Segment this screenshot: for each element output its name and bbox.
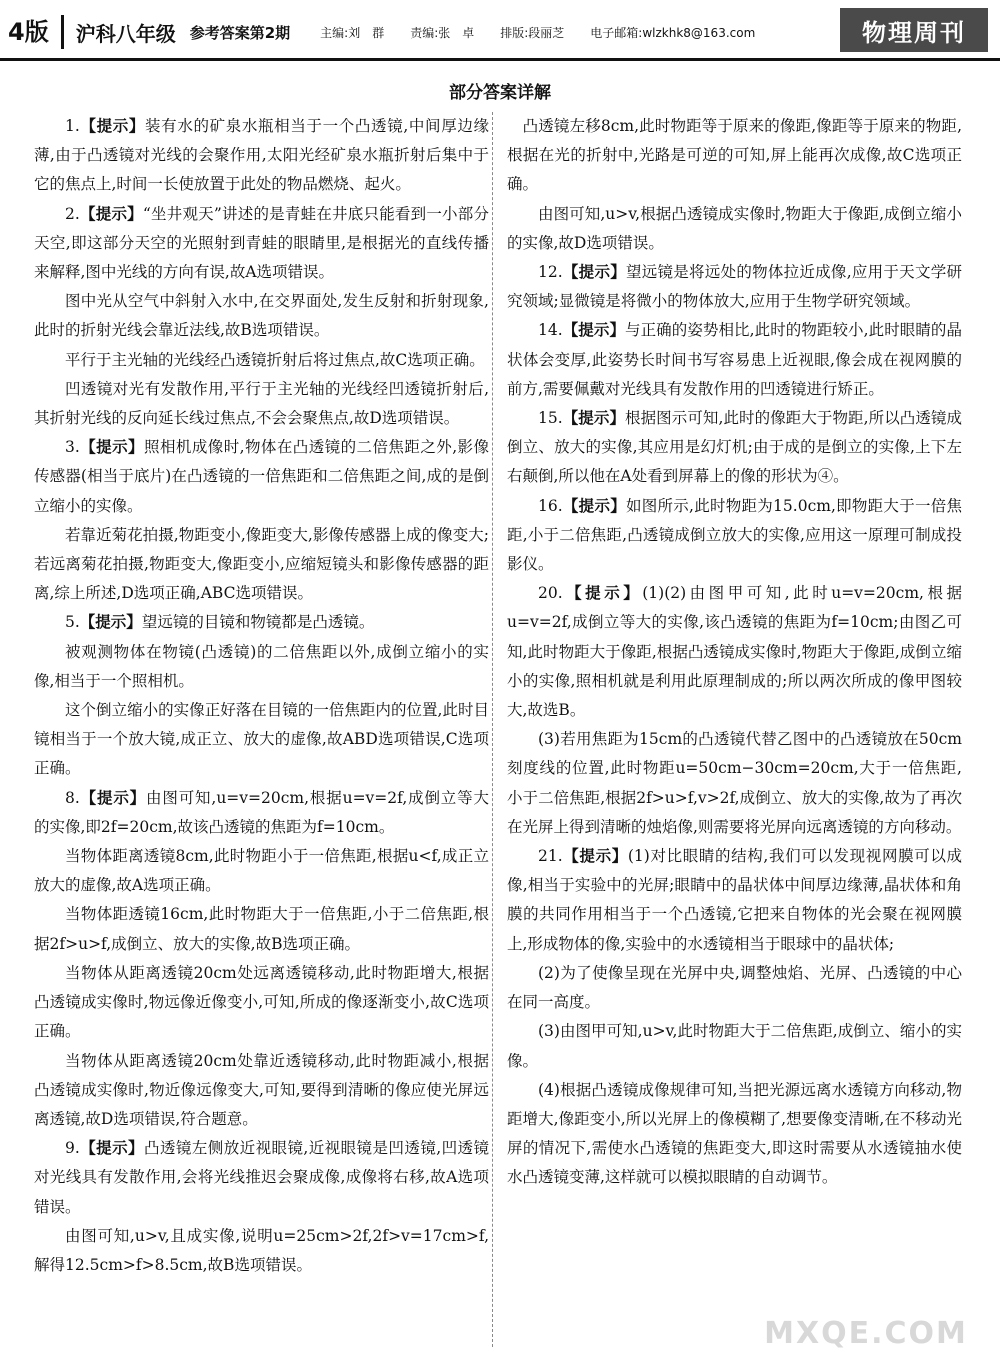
editor-in-chief: 主编:刘 群 [320,25,385,40]
answer-paragraph [507,316,962,404]
question-number: 15. [538,409,563,428]
answer-paragraph [34,842,489,900]
answer-paragraph [507,579,962,725]
email: 电子邮箱:wlzkhk8@163.com [590,25,756,40]
answer-text: 装有水的矿泉水瓶相当于一个凸透镜,中间厚边缘薄,由于凸透镜对光线的会聚作用,太阳光经矿泉水瓶折射后集中于它的焦点上,时间一长使放置于此处的物品燃烧、起火。 [34,117,489,194]
question-number: 5. [65,613,80,632]
page-title: 部分答案详解 [449,83,551,103]
answer-text: 当物体从距离透镜20cm处靠近透镜移动,此时物距减小,根据凸透镜成实像时,物近像远像变大,可知,要得到清晰的像应使光屏远离透镜,故D选项错误,符合题意。 [34,1051,489,1128]
answer-text: 被观测物体在物镜(凸透镜)的二倍焦距以外,成倒立缩小的实像,相当于一个照相机。 [34,642,489,690]
answer-text: 这个倒立缩小的实像正好落在目镜的一倍焦距内的位置,此时目镜相当于一个放大镜,成正立、放大的虚像,故ABD选项错误,C选项正确。 [34,701,489,778]
right-column [507,112,962,1193]
answer-paragraph [34,346,489,375]
page-header [0,0,1000,62]
answer-paragraph [507,1076,962,1193]
answer-text: 当物体从距离透镜20cm处远离透镜移动,此时物距增大,根据凸透镜成实像时,物远像近像变小,可知,所成的像逐渐变小,故C选项正确。 [34,963,489,1041]
layout-editor: 排版:段丽芝 [500,25,565,40]
answer-paragraph [34,1047,489,1135]
answer-paragraph [34,608,489,637]
answer-text: 由图可知,u>v,根据凸透镜成实像时,物距大于像距,成倒立缩小的实像,故D选项错误。 [507,204,962,252]
hint-label: 【提示】 [562,263,626,282]
answer-paragraph [507,404,962,492]
question-number: 14. [538,321,563,340]
hint-label: 【提示】 [79,438,144,457]
editor: 责编:张 卓 [410,25,475,40]
grade-label: 沪科八年级 [75,21,176,46]
header-info [0,10,840,54]
edition-label: 4版 [0,15,64,49]
question-number: 1. [65,117,80,135]
answer-text: 如图所示,此时物距为15.0cm,即物距大于一倍焦距,小于二倍焦距,凸透镜成倒立放大的实像,应用这一原理可制成投影仪。 [507,496,962,574]
answer-text: 凸透镜左移8cm,此时物距等于原来的像距,像距等于原来的物距,根据在光的折射中,光路是可逆的可知,屏上能再次成像,故C选项正确。 [507,117,962,194]
hint-label: 【提示】 [562,496,626,515]
brand-logo: 物理周刊 [840,8,988,52]
answer-text: 由图可知,u=v=20cm,根据u=v=2f,成倒立等大的实像,即2f=20cm,故该凸透镜的焦距为f=10cm。 [34,788,489,836]
question-number: 9. [65,1139,80,1158]
hint-label: 【提示】 [79,1139,144,1158]
answer-text: 凹透镜对光有发散作用,平行于主光轴的光线经凹透镜折射后,其折射光线的反向延长线过焦点,不会会聚焦点,故D选项错误。 [34,379,489,428]
answer-text: (1)对比眼睛的结构,我们可以发现视网膜可以成像,相当于实验中的光屏;眼睛中的晶状体中间厚边缘薄,晶状体和角膜的共同作用相当于一个凸透镜,它把来自物体的光会聚在视网膜上,形成物体的像,实验中的水透镜相当于眼球中的晶状体; [507,847,962,953]
answer-paragraph [34,200,489,288]
hint-label: 【提示】 [79,613,142,632]
question-number: 16. [538,496,563,515]
answer-text: 望远镜的目镜和物镜都是凸透镜。 [141,613,375,632]
hint-label: 【提示】 [79,788,147,807]
answer-text: (1)(2)由图甲可知,此时u=v=20cm,根据u=v=2f,成倒立等大的实像,该凸透镜的焦距为f=10cm;由图乙可知,此时物距大于像距,根据凸透镜成实像时,物距大于像距,成倒立缩小的实像,照相机就是利用此原理制成的;所以两次所成的像甲图较大,故选B。 [507,584,962,720]
answer-paragraph [34,1134,489,1222]
header-rule [0,58,1000,61]
answer-paragraph [34,521,489,609]
issue-label: 参考答案第2期 [189,23,291,42]
answer-paragraph [507,959,962,1017]
answer-paragraph [34,900,489,958]
hint-label: 【提示】 [79,117,146,135]
question-number: 20. [538,584,563,603]
answer-text: 当物体距离透镜8cm,此时物距小于一倍焦距,根据u<f,成正立放大的虚像,故A选项正确。 [34,847,489,895]
left-column [34,112,489,1280]
answer-paragraph [34,287,489,345]
question-number: 3. [65,438,80,457]
question-number: 8. [65,788,80,807]
answer-text: 由图可知,u>v,且成实像,说明u=25cm>2f,2f>v=17cm>f,解得12.5cm>f>8.5cm,故B选项错误。 [34,1226,489,1274]
hint-label: 【提示】 [562,584,643,603]
answer-paragraph [34,959,489,1047]
answer-text: (2)为了使像呈现在光屏中央,调整烛焰、光屏、凸透镜的中心在同一高度。 [507,963,962,1012]
hint-label: 【提示】 [562,847,628,866]
answer-paragraph [34,375,489,433]
answer-text: “坐井观天”讲述的是青蛙在井底只能看到一小部分天空,即这部分天空的光照射到青蛙的眼睛里,是根据光的直线传播来解释,图中光线的方向有误,故A选项错误。 [34,204,489,282]
answer-text: 与正确的姿势相比,此时的物距较小,此时眼睛的晶状体会变厚,此姿势长时间书写容易患上近视眼,像会成在视网膜的前方,需要佩戴对光线具有发散作用的凹透镜进行矫正。 [507,321,962,398]
answer-text: (3)若用焦距为15cm的凸透镜代替乙图中的凸透镜放在50cm刻度线的位置,此时物距u=50cm−30cm=20cm,大于一倍焦距,小于二倍焦距,根据2f>u>f,v>2f,成倒立、放大的实像,故为了再次在光屏上得到清晰的烛焰像,则需要将光屏向远离透镜的方向移动。 [507,730,962,836]
answer-text: 根据图示可知,此时的像距大于物距,所以凸透镜成倒立、放大的实像,其应用是幻灯机;由于成的是倒立的实像,上下左右颠倒,所以他在A处看到屏幕上的像的形状为④。 [507,409,962,486]
answer-paragraph [34,1222,489,1280]
answer-text: (4)根据凸透镜成像规律可知,当把光源远离水透镜方向移动,物距增大,像距变小,所以光屏上的像模糊了,想要像变清晰,在不移动光屏的情况下,需使水凸透镜的焦距变大,即这时需要从水透镜抽水使水凸透镜变薄,这样就可以模拟眼睛的自动调节。 [507,1080,962,1187]
answer-text: 图中光从空气中斜射入水中,在交界面处,发生反射和折射现象,此时的折射光线会靠近法线,故B选项错误。 [34,292,489,340]
answer-paragraph [507,725,962,842]
answer-paragraph [507,258,962,316]
answer-paragraph [507,1017,962,1075]
question-number: 2. [65,204,80,223]
answer-paragraph [34,112,489,200]
answer-text: 凸透镜左侧放近视眼镜,近视眼镜是凹透镜,凹透镜对光线具有发散作用,会将光线推迟会聚成像,成像将右移,故A选项错误。 [34,1139,489,1216]
hint-label: 【提示】 [562,321,626,340]
answer-text: 当物体距透镜16cm,此时物距大于一倍焦距,小于二倍焦距,根据2f>u>f,成倒立、放大的实像,故B选项正确。 [34,905,489,953]
question-number: 21. [538,847,563,866]
answer-paragraph [507,112,962,200]
answer-text: (3)由图甲可知,u>v,此时物距大于二倍焦距,成倒立、缩小的实像。 [507,1022,962,1070]
hint-label: 【提示】 [79,204,143,223]
answer-paragraph [34,784,489,842]
answer-paragraph [34,696,489,784]
answer-text: 照相机成像时,物体在凸透镜的二倍焦距之外,影像传感器(相当于底片)在凸透镜的一倍焦距和二倍焦距之间,成的是倒立缩小的实像。 [34,438,489,515]
hint-label: 【提示】 [562,409,626,428]
answer-paragraph [507,842,962,959]
answer-paragraph [507,492,962,580]
question-number: 12. [538,263,563,282]
column-divider [492,112,493,1347]
answer-text: 平行于主光轴的光线经凸透镜折射后将过焦点,故C选项正确。 [65,350,485,369]
answer-paragraph [34,638,489,696]
watermark: MXQE.COM [764,1315,968,1351]
answer-paragraph [507,200,962,258]
answer-text: 若靠近菊花拍摄,物距变小,像距变大,影像传感器上成的像变大;若远离菊花拍摄,物距变大,像距变小,应缩短镜头和影像传感器的距离,综上所述,D选项正确,ABC选项错误。 [34,525,489,603]
answer-text: 望远镜是将远处的物体拉近成像,应用于天文学研究领域;显微镜是将微小的物体放大,应用于生物学研究领域。 [507,263,962,311]
answer-paragraph [34,433,489,521]
